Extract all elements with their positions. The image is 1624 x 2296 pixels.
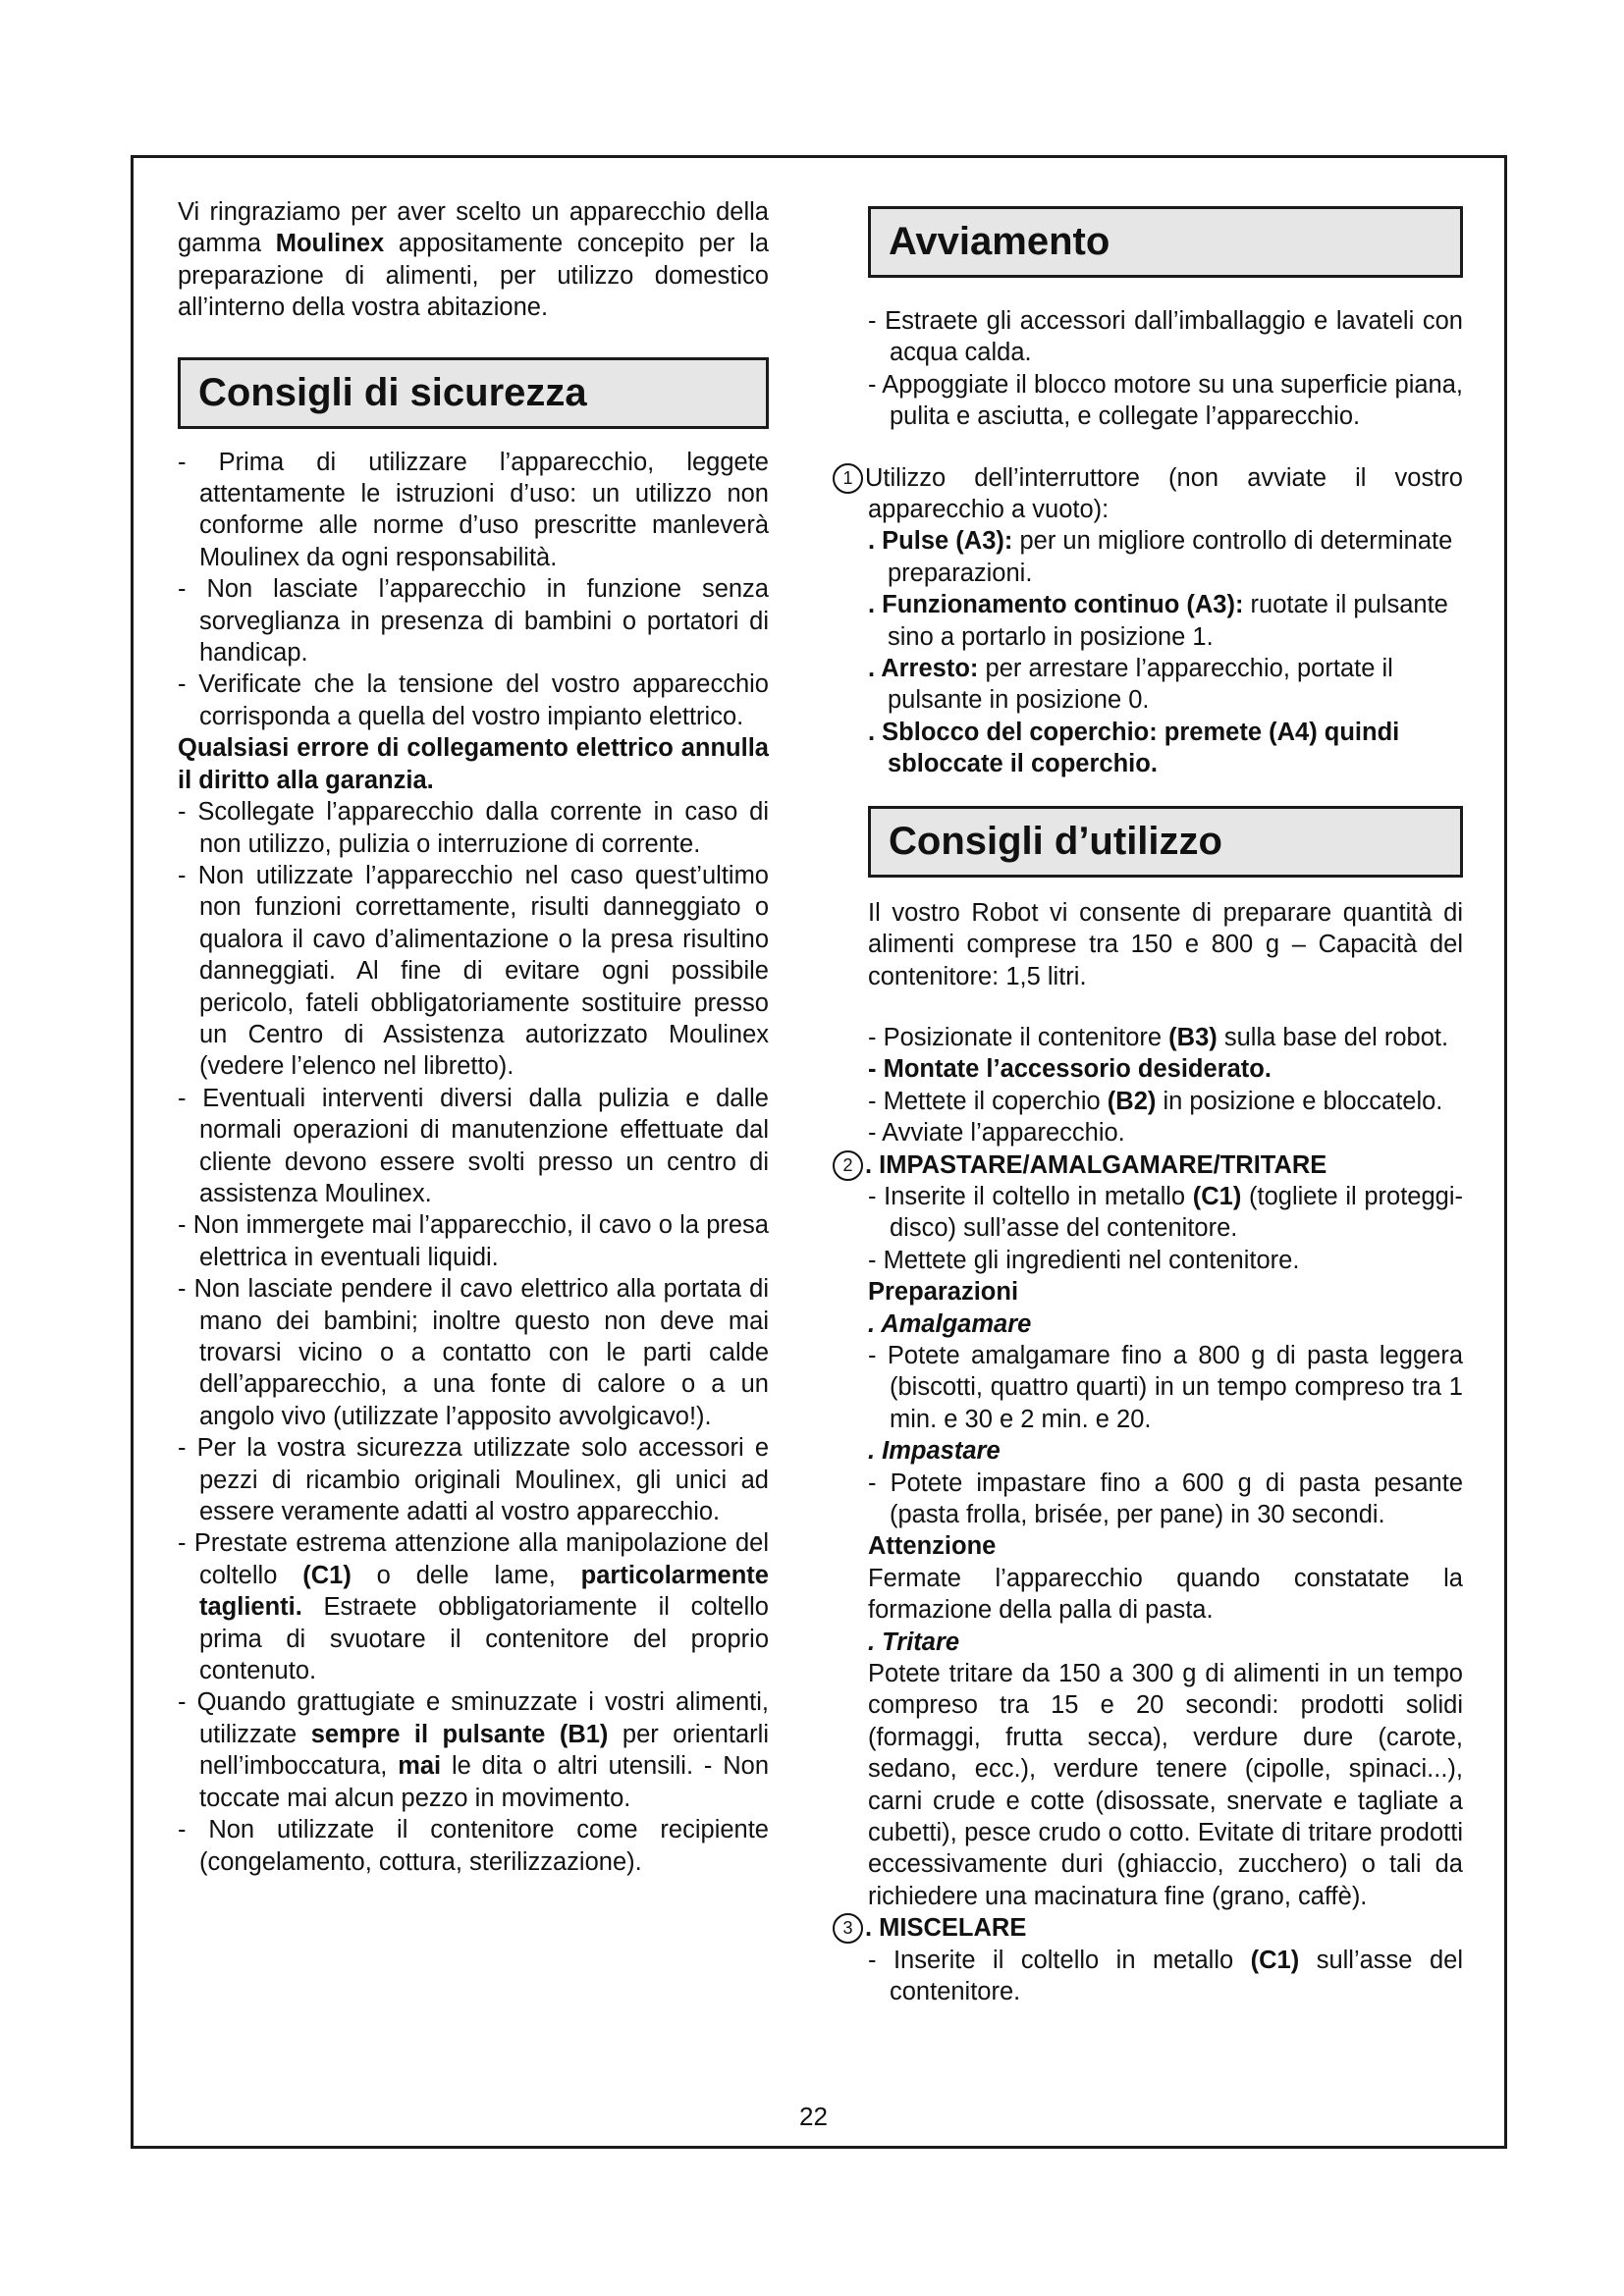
warranty-warning: Qualsiasi errore di collegamento elettrico annulla il diritto alla garanzia. — [178, 734, 769, 794]
list-item: - Potete impastare fino a 600 g di pasta pesante (pasta frolla, brisée, per pane) in 30 secondi. — [868, 1468, 1463, 1528]
preparations-title: Preparazioni — [868, 1278, 1019, 1307]
list-item: - Per la vostra sicurezza utilizzate solo accessori e pezzi di ricambio originali Moulinex, gli unici ad essere veramente adatti al vostro apparecchio. — [178, 1434, 769, 1526]
list-item: - Inserite il coltello in metallo (C1) sull’asse del contenitore. — [868, 1946, 1463, 2006]
list-item: - Non utilizzate il contenitore come recipiente (congelamento, cottura, sterilizzazione). — [178, 1816, 769, 1876]
start-heading: Avviamento — [868, 206, 1463, 278]
switch-option: . Pulse (A3): per un migliore controllo di determinate preparazioni. — [868, 527, 1453, 587]
list-item: - Non lasciate l’apparecchio in funzione senza sorveglianza in presenza di bambini o portatori di handicap. — [178, 575, 769, 667]
right-column — [842, 196, 1463, 2008]
start-list — [868, 305, 1463, 433]
list-item: - Posizionate il contenitore (B3) sulla base del robot. — [868, 1023, 1449, 1051]
list-item: - Non lasciate pendere il cavo elettrico alla portata di mano dei bambini; inoltre questo non deve mai trovarsi vicino o a contatto con le parti calde dell’apparecchio, a una fonte di calore o a un angolo vivo (utilizzate l’apposito avvolgicavo!). — [178, 1275, 769, 1430]
list-item: - Non immergete mai l’apparecchio, il cavo o la presa elettrica in eventuali liquidi. — [178, 1211, 769, 1271]
section-3-heading: 3 . MISCELARE — [868, 1912, 1463, 1944]
usage-heading: Consigli d’utilizzo — [868, 806, 1463, 878]
list-item: - Avviate l’apparecchio. — [868, 1119, 1125, 1148]
knead-title: . Impastare — [868, 1437, 1001, 1466]
list-item: - Mettete il coperchio (B2) in posizione e bloccatelo. — [868, 1087, 1443, 1115]
safety-heading: Consigli di sicurezza — [178, 357, 769, 429]
list-item: - Potete amalgamare fino a 800 g di pasta leggera (biscotti, quattro quarti) in un tempo compreso tra 1 min. e 30 e 2 min. e 20. — [868, 1341, 1463, 1433]
list-item: - Prestate estrema attenzione alla manipolazione del coltello (C1) o delle lame, particolarmente taglienti. Estraete obbligatoriamente il coltello prima di svuotare il contenitore del proprio contenuto. — [178, 1529, 769, 1685]
usage-intro: Il vostro Robot vi consente di preparare quantità di alimenti comprese tra 150 e 800 g – Capacità del contenitore: 1,5 litri. — [868, 898, 1463, 990]
left-column — [178, 196, 769, 1878]
list-item: - Non utilizzate l’apparecchio nel caso quest’ultimo non funzioni correttamente, risulti danneggiato o qualora il cavo d’alimentazione o la presa risultino danneggiati. Al fine di evitare ogni possibile pericolo, fateli obbligatoriamente sostituire presso un Centro di Assistenza autorizzato Moulinex (vedere l’elenco nel libretto). — [178, 861, 769, 1081]
intro-paragraph: Vi ringraziamo per aver scelto un apparecchio della gamma Moulinex appositamente concepito per la preparazione di alimenti, per utilizzo domestico all’interno della vostra abitazione. — [178, 198, 770, 322]
switch-option: . Arresto: per arrestare l’apparecchio, portate il pulsante in posizione 0. — [868, 655, 1393, 715]
step-number-1: 1 — [833, 463, 863, 494]
list-item: - Appoggiate il blocco motore su una superficie piana, pulita e asciutta, e collegate l’apparecchio. — [868, 370, 1463, 431]
chop-title: . Tritare — [868, 1628, 960, 1656]
attention-text: Fermate l’apparecchio quando constatate la formazione della palla di pasta. — [868, 1564, 1463, 1625]
chop-text: Potete tritare da 150 a 300 g di alimenti in un tempo compreso tra 15 e 20 secondi: prodotti solidi (formaggi, frutta secca), verdure dure (carote, sedano, ecc.), verdure tenere (cipolle, spinaci...), carni crude e cotte (disossate, snervate e tagliate a cubetti), pesce crudo o cotto. Evitate di tritare prodotti eccessivamente duri (ghiaccio, zucchero) o tali da richiedere una macinatura fine (grano, caffè). — [868, 1660, 1463, 1910]
list-item: - Quando grattugiate e sminuzzate i vostri alimenti, utilizzate sempre il pulsante (B1) per orientarli nell’imboccatura, mai le dita o altri utensili. - Non toccate mai alcun pezzo in movimento. — [178, 1688, 770, 1812]
usage-section — [842, 897, 1463, 2008]
step-number-3: 3 — [833, 1913, 863, 1944]
attention-title: Attenzione — [868, 1532, 997, 1561]
switch-intro: 1 Utilizzo dell’interruttore (non avviate il vostro apparecchio a vuoto): — [868, 462, 1463, 526]
brand-name: Moulinex — [275, 230, 385, 258]
list-item: - Eventuali interventi diversi dalla pulizia e dalle normali operazioni di manutenzione effettuate dal cliente devono essere svolti presso un centro di assistenza Moulinex. — [178, 1084, 769, 1207]
list-item: - Verificate che la tensione del vostro apparecchio corrisponda a quella del vostro impianto elettrico. — [178, 670, 769, 730]
safety-list — [178, 447, 769, 1878]
section-2-heading: 2 . IMPASTARE/AMALGAMARE/TRITARE — [868, 1149, 1463, 1181]
list-item: - Estraete gli accessori dall’imballaggio e lavateli con acqua calda. — [868, 307, 1463, 367]
list-item: - Prima di utilizzare l’apparecchio, leggete attentamente le istruzioni d’uso: un utilizzo non conforme alle norme d’uso prescritte manleverà Moulinex da ogni responsabilità. — [178, 448, 769, 571]
switch-option: . Sblocco del coperchio: premete (A4) quindi sbloccate il coperchio. — [868, 718, 1400, 778]
switch-option: . Funzionamento continuo (A3): ruotate il pulsante sino a portarlo in posizione 1. — [868, 591, 1448, 651]
list-item: - Montate l’accessorio desiderato. — [868, 1055, 1272, 1084]
switch-section — [842, 462, 1463, 780]
list-item: - Scollegate l’apparecchio dalla corrente in caso di non utilizzo, pulizia o interruzione di corrente. — [178, 798, 769, 858]
list-item: - Mettete gli ingredienti nel contenitore. — [868, 1246, 1300, 1274]
page-number: 22 — [799, 2102, 828, 2131]
amalgamate-title: . Amalgamare — [868, 1309, 1032, 1338]
list-item: - Inserite il coltello in metallo (C1) (togliete il proteggi-disco) sull’asse del contenitore. — [868, 1182, 1463, 1243]
step-number-2: 2 — [833, 1150, 863, 1181]
